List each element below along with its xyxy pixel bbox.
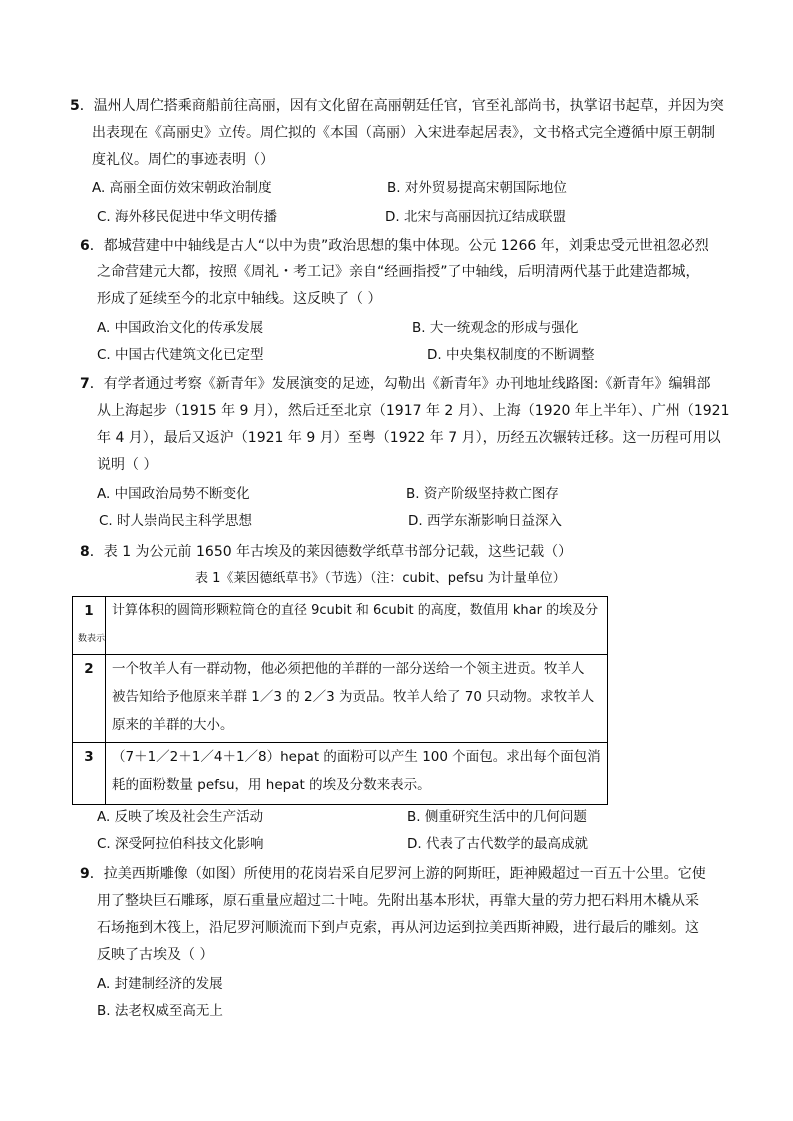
question-line: 形成了延续至今的北京中轴线。这反映了（ ） [97,291,382,307]
question-line: 用了整块巨石雕琢，原石重量应超过二十吨。先附出基本形状，再靠大量的劳力把石料用木橇从采 [97,893,699,909]
option-a: A. 中国政治文化的传承发展 [97,320,264,336]
row-text-line: 耗的面粉数量 pefsu，用 hepat 的埃及分数来表示。 [112,777,431,793]
row-text-line: （7＋1／2＋1／4＋1／8）hepat 的面粉可以产生 100 个面包。求出每个面包消 [112,749,601,765]
table-row [73,655,608,743]
question-line: ．都城营建中中轴线是古人“以中为贵”政治思想的集中体现。公元 1266 年，刘秉忠受元世祖忽必烈 [89,238,709,254]
question-line: 度礼仪。周伫的事迹表明（） [92,152,274,168]
option-b: B. 对外贸易提高宋朝国际地位 [387,180,567,196]
question-text [80,236,709,256]
question-number: 8 [80,544,90,560]
question-text [80,864,706,884]
option-c: C. 时人崇尚民主科学思想 [99,513,253,529]
question-line: ．有学者通过考察《新青年》发展演变的足迹，勾勒出《新青年》办刊地址线路图:《新青年》编辑部 [89,376,711,392]
question-line: 反映了古埃及（ ） [97,947,214,963]
option-c: C. 海外移民促进中华文明传播 [97,209,278,225]
option-c: C. 深受阿拉伯科技文化影响 [97,836,264,852]
option-b: B. 资产阶级坚持救亡图存 [406,486,559,502]
question-line: 年 4 月），最后又返沪（1921 年 9 月）至粤（1922 年 7 月），历经五次辗转迁移。这一历程可用以 [97,430,721,446]
row-number: 3 [73,743,106,805]
option-b: B. 法老权威至高无上 [97,1003,223,1019]
row-text [78,597,608,655]
option-d: D. 西学东渐影响日益深入 [408,513,562,529]
question-number: 5 [70,98,80,114]
question-text [80,542,572,562]
question-line: 之命营建元大都，按照《周礼・考工记》亲自“经画指授”了中轴线，后明清两代基于此建造都城， [97,264,700,280]
row-number: 2 [73,655,106,743]
row-text [106,655,608,743]
question-text [80,374,710,394]
option-a: A. 中国政治局势不断变化 [97,486,250,502]
row-text-line: 计算体积的圆筒形颗粒筒仓的直径 9cubit 和 6cubit 的高度，数值用 khar 的埃及分 [112,603,599,618]
option-c: C. 中国古代建筑文化已定型 [97,347,264,363]
option-a: A. 高丽全面仿效宋朝政治制度 [92,180,272,196]
option-d: D. 代表了古代数学的最高成就 [407,836,588,852]
table-caption: 表 1《莱因德纸草书》（节选）（注：cubit、pefsu 为计量单位） [195,571,566,586]
table-row [73,743,608,805]
question-line: 石场拖到木筏上，沿尼罗河顺流而下到卢克索，再从河边运到拉美西斯神殿，进行最后的雕刻。这 [97,920,699,936]
question-line: ．温州人周伫搭乘商船前往高丽，因有文化留在高丽朝廷任官，官至礼部尚书，执掌诏书起草，并因为突 [79,98,724,114]
question-number: 7 [80,376,90,392]
option-d: D. 中央集权制度的不断调整 [427,347,595,363]
question-line: ．表 1 为公元前 1650 年古埃及的莱因德数学纸草书部分记载，这些记载（） [89,544,573,560]
option-b: B. 大一统观念的形成与强化 [412,320,579,336]
papyrus-table [72,596,608,805]
row-text-line: 被告知给予他原来羊群 1／3 的 2／3 为贡品。牧羊人给了 70 只动物。求牧羊人 [112,689,595,705]
option-a: A. 封建制经济的发展 [97,976,223,992]
question-line: 出表现在《高丽史》立传。周伫拟的《本国（高丽）入宋进奉起居表》，文书格式完全遵循中原王朝制 [92,125,715,141]
question-number: 9 [80,866,90,882]
question-text [70,96,724,116]
question-line: 说明（ ） [97,457,158,473]
table-row [73,597,608,655]
question-line: ．拉美西斯雕像（如图）所使用的花岗岩采自尼罗河上游的阿斯旺，距神殿超过一百五十公里。它使 [89,866,706,882]
question-number: 6 [80,238,90,254]
row-text-line: 原来的羊群的大小。 [112,717,234,733]
row-number: 1 [73,597,106,655]
row-text [106,743,608,805]
option-b: B. 侧重研究生活中的几何问题 [407,809,587,825]
option-a: A. 反映了埃及社会生产活动 [97,809,264,825]
row-text-line: 数表示 [78,634,106,644]
row-text-line: 一个牧羊人有一群动物，他必须把他的羊群的一部分送给一个领主进贡。牧羊人 [112,661,585,677]
question-line: 从上海起步（1915 年 9 月），然后迁至北京（1917 年 2 月）、上海（1920 年上半年）、广州（1921 [97,403,730,419]
option-d: D. 北宋与高丽因抗辽结成联盟 [385,209,566,225]
